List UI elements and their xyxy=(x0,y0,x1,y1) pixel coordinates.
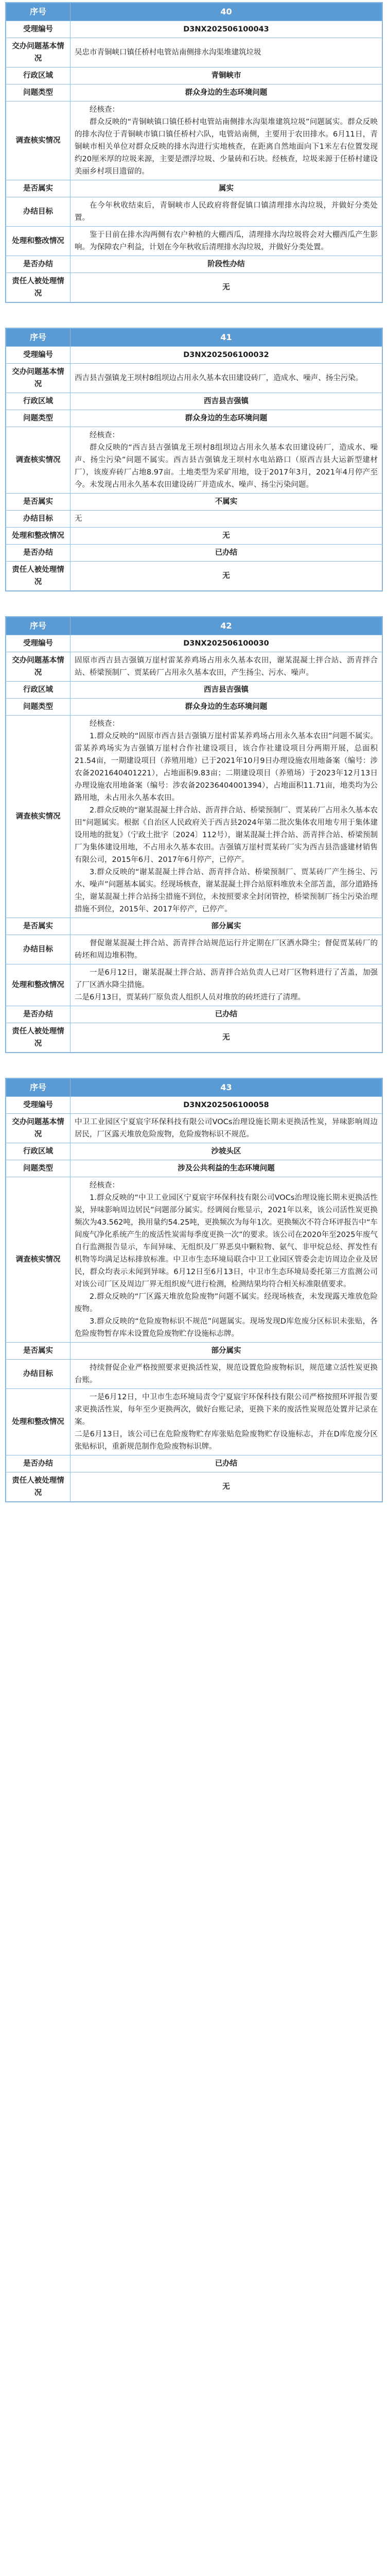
check-label: 调查核实情况 xyxy=(6,1177,70,1343)
is-fact-row xyxy=(6,918,382,935)
region-value: 西吉县吉强镇 xyxy=(70,682,382,699)
status-label: 是否办结 xyxy=(6,1455,70,1472)
basic-row xyxy=(6,38,382,67)
check-value xyxy=(70,716,382,918)
seq-row xyxy=(6,329,382,347)
seq-value: 42 xyxy=(70,617,382,635)
basic-value: 中卫工业园区宁夏宸宇环保科技有限公司VOCs治理设施长期未更换活性炭，异味影响周边居民，厂区露天堆放危险废物，危险废物标识不规范。 xyxy=(70,1114,382,1143)
check-value xyxy=(70,427,382,494)
status-value: 已办结 xyxy=(70,1455,382,1472)
seq-label: 序号 xyxy=(6,3,70,21)
is-fact-label: 是否属实 xyxy=(6,494,70,511)
seq-label: 序号 xyxy=(6,329,70,347)
type-row xyxy=(6,699,382,716)
basic-label: 交办问题基本情况 xyxy=(6,652,70,682)
status-label: 是否办结 xyxy=(6,1006,70,1023)
goal-value: 无 xyxy=(70,511,382,528)
basic-label: 交办问题基本情况 xyxy=(6,364,70,393)
type-label: 问题类型 xyxy=(6,1160,70,1177)
goal-row xyxy=(6,197,382,227)
region-label: 行政区域 xyxy=(6,1143,70,1160)
measures-paragraph: 一是6月12日，中卫市生态环境局责令宁夏宸宇环保科技有限公司严格按照环评报告要求更换活性炭，每年至少更换两次，做好台账记录，更换下来的废活性炭规范处置并记录在案。 二是6月13日，该公司已在危险废物贮存库张贴危险废物贮存设施标志，并在D库危废分区张贴标识，重新规范制作危险废物标识牌。 xyxy=(75,1393,378,1451)
basic-label: 交办问题基本情况 xyxy=(6,38,70,67)
check-paragraph: 群众反映的“青铜峡镇口镇任桥村电管站南侧排水沟渠堆建筑垃圾”问题属实。群众反映的排水沟位于青铜峡市镇口镇任桥村六队，电管站南侧，主要用于农田排水。6月11日，青铜峡市相关单位对群众反映的排水沟进行实地核查，在距离自然地面向下1米左右位置发现约20厘米厚的垃圾来源，主要是漂浮垃圾、少量砖和石块。经核查，垃圾来源于任桥村建设美丽乡村项目遗留的。 xyxy=(75,118,378,176)
check-paragraph: 2.群众反映的“厂区露天堆放危险废物”问题不属实。经现场核查，未发现露天堆放危险废物。 xyxy=(75,1293,378,1313)
number-row xyxy=(6,1097,382,1114)
number-value: D3NX202506100058 xyxy=(70,1097,382,1114)
region-value: 西吉县吉强镇 xyxy=(70,393,382,410)
measures-label: 处理和整改情况 xyxy=(6,1389,70,1455)
check-value xyxy=(70,1177,382,1343)
case-table xyxy=(6,617,382,1053)
goal-row xyxy=(6,935,382,964)
is-fact-label: 是否属实 xyxy=(6,1343,70,1360)
person-value: 无 xyxy=(70,273,382,302)
region-label: 行政区域 xyxy=(6,67,70,84)
check-value xyxy=(70,101,382,180)
region-row xyxy=(6,67,382,84)
number-label: 受理编号 xyxy=(6,1097,70,1114)
number-row xyxy=(6,347,382,364)
check-row xyxy=(6,1177,382,1343)
person-label: 责任人被处理情况 xyxy=(6,1023,70,1053)
measures-label: 处理和整改情况 xyxy=(6,528,70,545)
number-label: 受理编号 xyxy=(6,635,70,652)
is-fact-value: 部分属实 xyxy=(70,918,382,935)
case-table xyxy=(6,1078,382,1502)
is-fact-row xyxy=(6,494,382,511)
seq-value: 43 xyxy=(70,1079,382,1097)
is-fact-value: 属实 xyxy=(70,180,382,197)
goal-label: 办结目标 xyxy=(6,1360,70,1389)
basic-row xyxy=(6,364,382,393)
case-card-42 xyxy=(5,616,383,1053)
status-row xyxy=(6,1006,382,1023)
person-label: 责任人被处理情况 xyxy=(6,562,70,591)
person-value: 无 xyxy=(70,1023,382,1053)
type-value: 涉及公共利益的生态环境问题 xyxy=(70,1160,382,1177)
check-label: 调查核实情况 xyxy=(6,716,70,918)
goal-paragraph: 督促谢某混凝土拌合站、沥青拌合站规范运行并定期在厂区洒水降尘；督促贾某砖厂的砖坯和周边堆积物。 xyxy=(75,939,378,960)
basic-row xyxy=(6,1114,382,1143)
measures-row xyxy=(6,964,382,1006)
check-paragraph: 3.群众反映的“危险废物标识不规范”问题属实。现场发现D库危废分区标识未张贴，各危险废物暂存库未设置危险废物贮存设施标志牌。 xyxy=(75,1317,378,1338)
type-value: 群众身边的生态环境问题 xyxy=(70,84,382,101)
goal-value xyxy=(70,197,382,227)
type-value: 群众身边的生态环境问题 xyxy=(70,699,382,716)
measures-value: 无 xyxy=(70,528,382,545)
type-row xyxy=(6,1160,382,1177)
goal-value xyxy=(70,935,382,964)
measures-value xyxy=(70,227,382,256)
person-row xyxy=(6,1472,382,1502)
person-value: 无 xyxy=(70,1472,382,1502)
seq-label: 序号 xyxy=(6,1079,70,1097)
type-row xyxy=(6,410,382,427)
measures-row xyxy=(6,227,382,256)
check-paragraph: 1.群众反映的“中卫工业园区宁夏宸宇环保科技有限公司VOCs治理设施长期未更换活性炭，异味影响周边居民”问题部分属实。经调阅台账显示，2021年以来，该公司活性炭更换频次为43.562吨，换用量约54.25吨，更换频次为每年1次。更换频次不符合环评报告中“车间废气净化系统产生的废活性炭需每季度更换一次”的要求。该公司在2020年至2025年废气自行监测报告显示，车间异味、无组织及厂界恶臭中颗粒物、氨气、非甲烷总烃、挥发性有机物等均满足达标排放标准。中卫市生态环境局联合中卫工业园区管委会走访周边企业及居民，群众均表示未闻到异味。6月12日至6月13日，中卫市生态环境局委托第三方监测公司对该公司厂区及周边厂界无组织废气进行检测，检测结果均符合相关标准限值要求。 xyxy=(75,1194,378,1289)
region-value: 沙坡头区 xyxy=(70,1143,382,1160)
case-table xyxy=(6,328,382,591)
is-fact-value: 部分属实 xyxy=(70,1343,382,1360)
region-value: 青铜峡市 xyxy=(70,67,382,84)
case-card-43 xyxy=(5,1078,383,1502)
person-row xyxy=(6,273,382,302)
number-label: 受理编号 xyxy=(6,21,70,38)
region-row xyxy=(6,393,382,410)
measures-paragraph: 一是6月12日，谢某混凝土拌合站、沥青拌合站负责人已对厂区物料进行了苫盖，加强了厂区洒水降尘措施。 二是6月13日，贾某砖厂原负责人组织人员对堆放的砖坯进行了清理。 xyxy=(75,969,378,1002)
goal-label: 办结目标 xyxy=(6,511,70,528)
number-value: D3NX202506100043 xyxy=(70,21,382,38)
status-row xyxy=(6,1455,382,1472)
number-label: 受理编号 xyxy=(6,347,70,364)
document xyxy=(0,2,388,1502)
check-label: 调查核实情况 xyxy=(6,427,70,494)
check-paragraph: 经核查： xyxy=(90,1181,119,1190)
case-card-40 xyxy=(5,2,383,303)
type-label: 问题类型 xyxy=(6,84,70,101)
goal-label: 办结目标 xyxy=(6,197,70,227)
goal-row xyxy=(6,511,382,528)
status-row xyxy=(6,256,382,273)
basic-value: 西吉县吉强镇龙王坝村8组坝边占用永久基本农田建设砖厂，造成水、噪声、扬尘污染。 xyxy=(70,364,382,393)
case-card-41 xyxy=(5,328,383,591)
status-label: 是否办结 xyxy=(6,256,70,273)
goal-paragraph: 在今年秋收结束后，青铜峡市人民政府将督促镇口镇清理排水沟垃圾，并做好分类处置。 xyxy=(75,201,378,222)
is-fact-label: 是否属实 xyxy=(6,180,70,197)
check-row xyxy=(6,101,382,180)
goal-row xyxy=(6,1360,382,1389)
person-row xyxy=(6,1023,382,1053)
type-value: 群众身边的生态环境问题 xyxy=(70,410,382,427)
basic-label: 交办问题基本情况 xyxy=(6,1114,70,1143)
type-row xyxy=(6,84,382,101)
number-value: D3NX202506100030 xyxy=(70,635,382,652)
check-paragraph: 3.群众反映的“谢某混凝土拌合站、沥青拌合站、桥梁预制厂、贾某砖厂产生扬尘、污水、噪声”问题基本属实。经现场核查，谢某混凝土拌合站原料堆放未全部苫盖，部分道路扬尘，谢某混凝土拌合站扬尘措施不到位，未按照要求全封闭管控，桥梁预制厂扬尘污染治理措施不到位，2015年、2017年停产，已停产。 xyxy=(75,868,378,913)
status-label: 是否办结 xyxy=(6,545,70,562)
check-paragraph: 2.群众反映的“谢某混凝土拌合站、沥青拌合站、桥梁预制厂、贾某砖厂占用永久基本农田”问题属实。根据《自治区人民政府关于西吉县2024年第二批次集体农用地专用于集体建设用地的批复》（宁政土批字〔2024〕112号），谢某混凝土拌合站、沥青拌合站、桥梁预制厂为集体建设用地，不占用永久基本农田。吉强镇万崖村贾某砖厂实为西吉县浩盛建材销售有限公司，2015年6月、2017年6月停产，已停产。 xyxy=(75,806,378,864)
measures-row xyxy=(6,528,382,545)
person-row xyxy=(6,562,382,591)
check-paragraph: 经核查： xyxy=(90,720,119,728)
measures-label: 处理和整改情况 xyxy=(6,964,70,1006)
is-fact-row xyxy=(6,1343,382,1360)
number-row xyxy=(6,21,382,38)
person-label: 责任人被处理情况 xyxy=(6,1472,70,1502)
seq-value: 40 xyxy=(70,3,382,21)
measures-label: 处理和整改情况 xyxy=(6,227,70,256)
region-row xyxy=(6,1143,382,1160)
check-paragraph: 群众反映的“西吉县吉强镇龙王坝村8组坝边占用永久基本农田建设砖厂，造成水、噪声、扬尘污染”问题不属实。西吉县吉强镇龙王坝村水电站路口（原西吉县大运新型建材厂），该废弃砖厂占地8.97亩。土地类型为采矿用地，设于2017年3月，2021年4月停产至今。未发现占用永久基本农田建设砖厂并造成水、噪声、扬尘污染问题。 xyxy=(75,444,378,489)
number-row xyxy=(6,635,382,652)
is-fact-label: 是否属实 xyxy=(6,918,70,935)
seq-row xyxy=(6,617,382,635)
region-row xyxy=(6,682,382,699)
goal-label: 办结目标 xyxy=(6,935,70,964)
check-row xyxy=(6,427,382,494)
measures-row xyxy=(6,1389,382,1455)
seq-label: 序号 xyxy=(6,617,70,635)
goal-paragraph: 持续督促企业严格按照要求更换活性炭，规范设置危险废物标识，规范建立活性炭更换台账。 xyxy=(75,1364,378,1384)
measures-value xyxy=(70,1389,382,1455)
measures-paragraph: 鉴于目前在排水沟两侧有农户种植的大棚西瓜，清理排水沟垃圾将会对大棚西瓜产生影响。为保障农户利益，计划在今年秋收后清理排水沟垃圾，并做好分类处置。 xyxy=(75,231,378,251)
status-value: 阶段性办结 xyxy=(70,256,382,273)
status-value: 已办结 xyxy=(70,1006,382,1023)
goal-value xyxy=(70,1360,382,1389)
region-label: 行政区域 xyxy=(6,682,70,699)
seq-value: 41 xyxy=(70,329,382,347)
check-paragraph: 1.群众反映的“固原市西吉县吉强镇万崖村雷某养鸡场占用永久基本农田”问题不属实。雷某养鸡场实为吉强镇万崖村合作社建设项目，该合作社建设项目分两期开展，总面积21.54亩，一期建设项目（养殖用地）已于2021年10月9日办理设施农用地备案（编号：涉农备2021640401221），占地面积9.83亩；二期建设项目（养殖场）于2023年12月13日办理设施农用地备案（编号：涉农备20236404001394），占地面积11.71亩，地类均为公路用地，未占用永久基本农田。 xyxy=(75,732,378,802)
person-label: 责任人被处理情况 xyxy=(6,273,70,302)
is-fact-row xyxy=(6,180,382,197)
status-row xyxy=(6,545,382,562)
check-label: 调查核实情况 xyxy=(6,101,70,180)
check-paragraph: 经核查： xyxy=(90,431,119,439)
check-row xyxy=(6,716,382,918)
region-label: 行政区域 xyxy=(6,393,70,410)
basic-value: 固原市西吉县吉强镇万崖村雷某养鸡场占用永久基本农田，谢某混凝土拌合站、沥青拌合站、桥梁预制厂、贾某砖厂占用永久基本农田，产生扬尘、污水、噪声。 xyxy=(70,652,382,682)
seq-row xyxy=(6,1079,382,1097)
person-value: 无 xyxy=(70,562,382,591)
check-paragraph: 经核查： xyxy=(90,106,119,114)
status-value: 已办结 xyxy=(70,545,382,562)
is-fact-value: 不属实 xyxy=(70,494,382,511)
type-label: 问题类型 xyxy=(6,699,70,716)
basic-value: 吴忠市青铜峡口镇任桥村电管站南侧排水沟渠堆建筑垃圾 xyxy=(70,38,382,67)
type-label: 问题类型 xyxy=(6,410,70,427)
case-table xyxy=(6,3,382,302)
measures-value xyxy=(70,964,382,1006)
number-value: D3NX202506100032 xyxy=(70,347,382,364)
basic-row xyxy=(6,652,382,682)
seq-row xyxy=(6,3,382,21)
